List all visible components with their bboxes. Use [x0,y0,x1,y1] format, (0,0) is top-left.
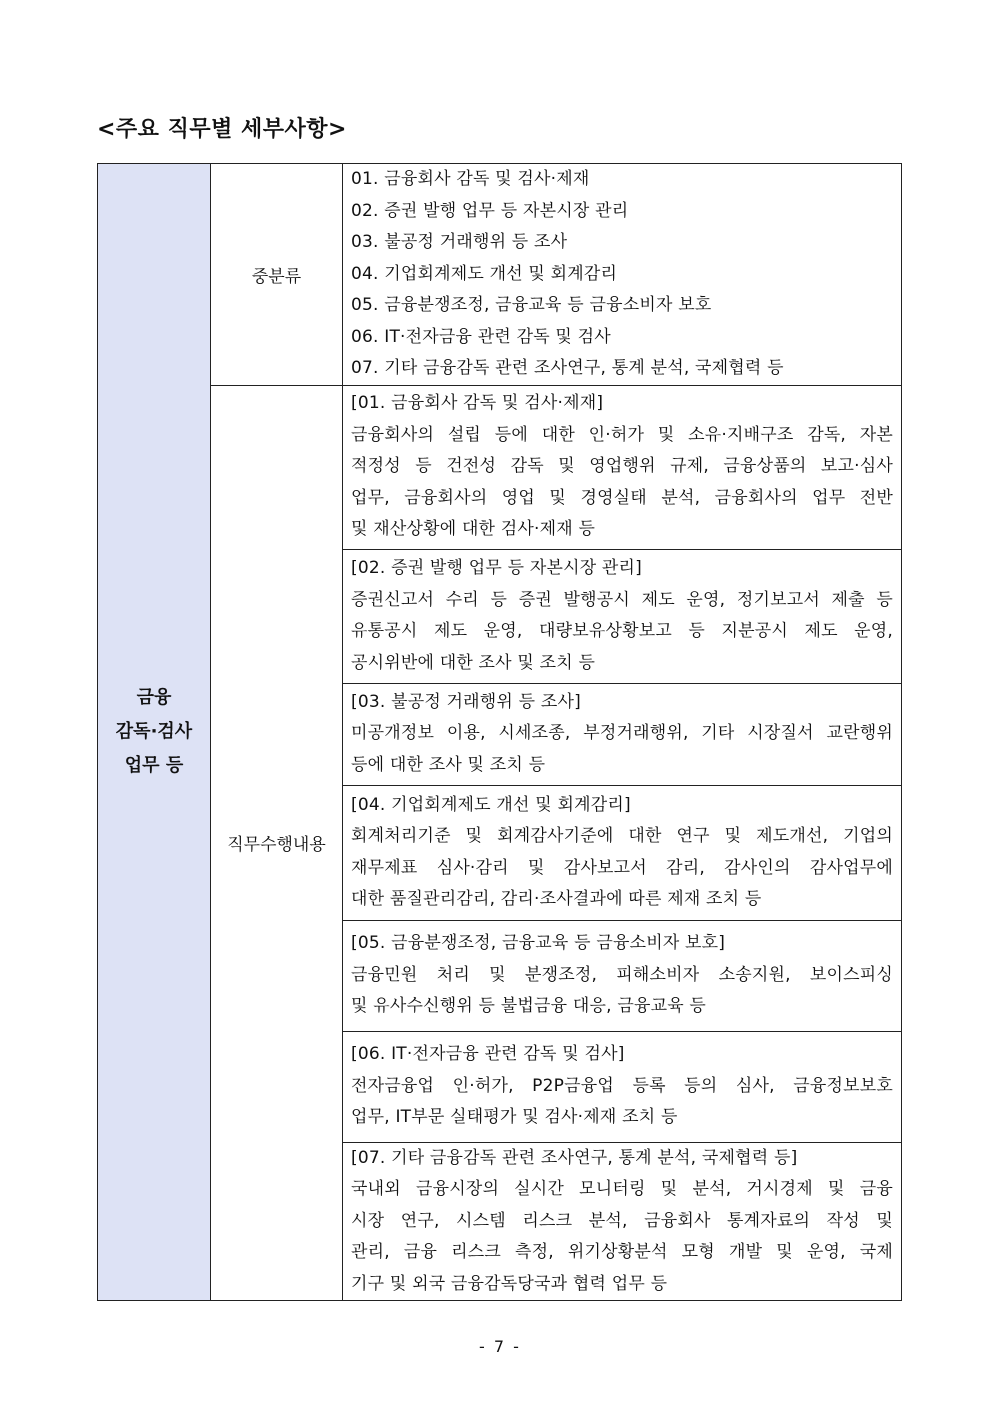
duty-detail-table [97,163,902,1301]
duty-heading: [06. IT·전자금융 관련 감독 및 검사] [351,1044,625,1065]
duty-section [343,785,902,920]
duty-text-line: 회계처리기준 및 회계감사기준에 대한 연구 및 제도개선, 기업의 [351,826,893,846]
subcategory-list [351,164,893,385]
category-cell [98,164,211,1301]
subcategory-label: 중분류 [211,164,343,386]
duty-heading: [03. 불공정 거래행위 등 조사] [351,691,581,712]
duty-text-line: 시장 연구, 시스템 리스크 분석, 금융회사 통계자료의 작성 및 [351,1210,893,1231]
duty-text-line: 공시위반에 대한 조사 및 조치 등 [351,652,596,673]
list-item: 05. 금융분쟁조정, 금융교육 등 금융소비자 보호 [351,295,712,315]
duty-heading: [02. 증권 발행 업무 등 자본시장 관리] [351,558,643,578]
duty-text-line: 기구 및 외국 금융감독당국과 협력 업무 등 [351,1273,668,1294]
list-item: 06. IT·전자금융 관련 감독 및 검사 [351,326,611,347]
duty-text-line: 업무, 금융회사의 영업 및 경영실태 분석, 금융회사의 업무 전반 [351,487,893,508]
duty-heading: [07. 기타 금융감독 관련 조사연구, 통계 분석, 국제협력 등] [351,1147,798,1168]
subcategory-list-cell [343,164,902,386]
duty-text-line: 국내외 금융시장의 실시간 모니터링 및 분석, 거시경제 및 금융 [351,1179,893,1199]
duty-section [343,1031,902,1142]
duty-text-line: 업무, IT부문 실태평가 및 검사·제재 조치 등 [351,1107,678,1128]
duty-text-line: 미공개정보 이용, 시세조종, 부정거래행위, 기타 시장질서 교란행위 [351,723,893,744]
duty-text-line: 전자금융업 인·허가, P2P금융업 등록 등의 심사, 금융정보보호 [351,1075,893,1096]
duty-text-line: 금융회사의 설립 등에 대한 인·허가 및 소유·지배구조 감독, 자본 [351,424,893,445]
duty-text-line: 적정성 등 건전성 감독 및 영업행위 규제, 금융상품의 보고·심사 [351,456,893,477]
duty-section [343,385,902,549]
duty-text-line: 유통공시 제도 운영, 대량보유상황보고 등 지분공시 제도 운영, [351,621,893,641]
duty-text-line: 및 재산상황에 대한 검사·제재 등 [351,519,596,540]
list-item: 04. 기업회계제도 개선 및 회계감리 [351,263,618,284]
page-number: - 7 - [479,1337,521,1356]
duty-text-line: 대한 품질관리감리, 감리·조사결과에 따른 제재 조치 등 [351,889,762,909]
duty-section [343,549,902,683]
list-item: 07. 기타 금융감독 관련 조사연구, 통계 분석, 국제협력 등 [351,358,784,378]
duty-heading: [05. 금융분쟁조정, 금융교육 등 금융소비자 보호] [351,933,726,954]
duty-text-line: 관리, 금융 리스크 측정, 위기상황분석 모형 개발 및 운영, 국제 [351,1242,893,1262]
duty-text-line: 등에 대한 조사 및 조치 등 [351,754,546,775]
duty-section [343,920,902,1031]
category-line: 금융 [136,687,172,708]
list-item: 03. 불공정 거래행위 등 조사 [351,232,568,252]
duty-heading: [01. 금융회사 감독 및 검사·제재] [351,393,604,414]
duty-heading: [04. 기업회계제도 개선 및 회계감리] [351,794,631,815]
duty-text-line: 재무제표 심사·감리 및 감사보고서 감리, 감사인의 감사업무에 [351,857,893,878]
duty-section [343,683,902,785]
duty-text-line: 및 유사수신행위 등 불법금융 대응, 금융교육 등 [351,996,707,1017]
list-item: 02. 증권 발행 업무 등 자본시장 관리 [351,200,629,221]
duty-row [98,385,902,549]
list-item: 01. 금융회사 감독 및 검사·제재 [351,169,590,189]
subcategory-row [98,164,902,386]
page-title: <주요 직무별 세부사항> [97,117,347,142]
duties-label: 직무수행내용 [211,385,343,1301]
duty-text-line: 금융민원 처리 및 분쟁조정, 피해소비자 소송지원, 보이스피싱 [351,964,893,985]
duty-section [343,1142,902,1301]
category-line: 업무 등 [124,755,184,776]
duty-text-line: 증권신고서 수리 등 증권 발행공시 제도 운영, 정기보고서 제출 등 [351,589,893,610]
category-line: 감독·검사 [115,721,193,742]
